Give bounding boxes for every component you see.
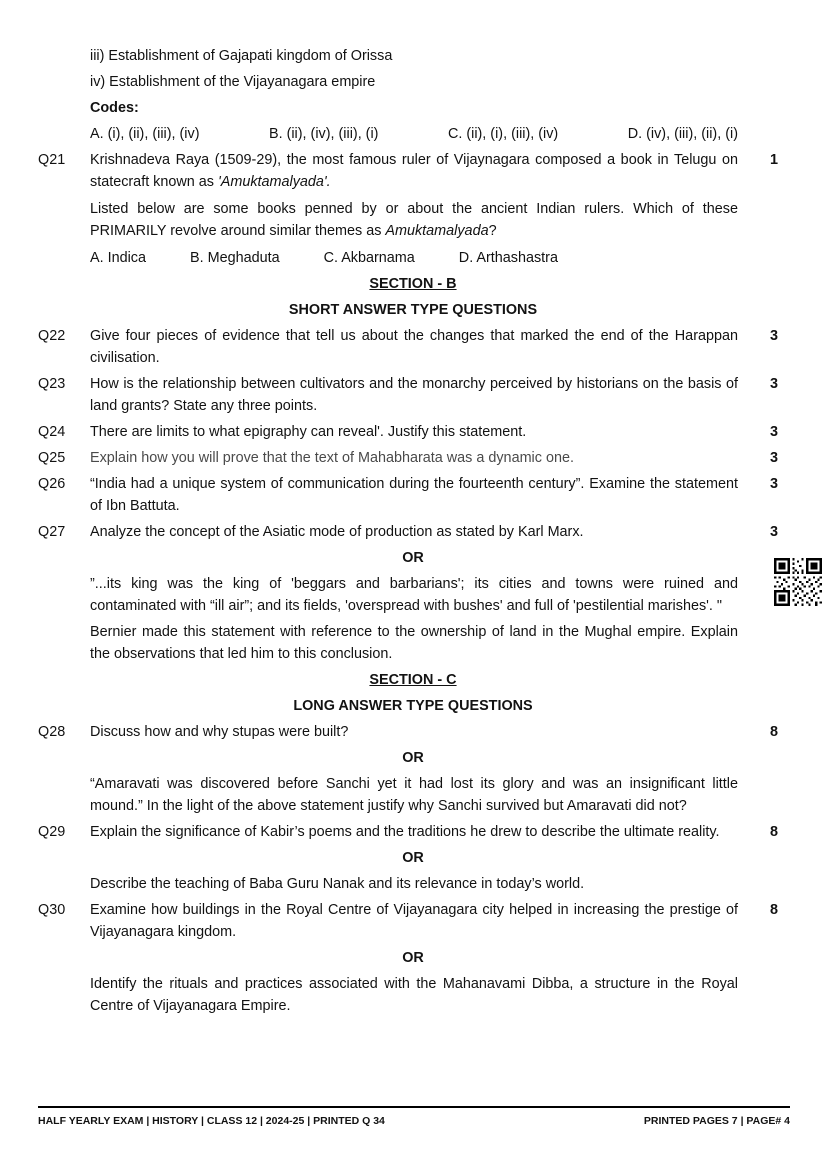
section-c-heading-row <box>38 669 788 691</box>
question-marks: 3 <box>769 476 778 492</box>
qr-code-icon <box>774 558 822 606</box>
qr-code <box>774 558 822 606</box>
list-item-iii-text: iii) Establishment of Gajapati kingdom of Orissa <box>90 48 393 64</box>
question-number: Q30 <box>38 902 66 918</box>
q27-alt-quote-row <box>38 573 788 617</box>
or-label: OR <box>402 850 424 866</box>
question-marks: 3 <box>769 524 778 540</box>
section-c-subtitle-row <box>38 695 788 717</box>
q21-book-title-2: Amuktamalyada <box>385 223 489 239</box>
q28-alternative-row <box>38 773 788 817</box>
q28-alternative: “Amaravati was discovered before Sanchi yet it had lost its glory and was an insignificant little mound.” In the light of the above statement justify why Sanchi survived but Amaravati did not? <box>90 776 738 814</box>
footer-exam-info: HALF YEARLY EXAM | HISTORY | CLASS 12 | 2024-25 | PRINTED Q 34 <box>38 1115 385 1127</box>
question-q23 <box>38 373 788 417</box>
question-q21 <box>38 149 788 269</box>
question-text: Give four pieces of evidence that tell us about the changes that marked the end of the Harappan civilisation. <box>90 328 738 366</box>
section-b-heading-row <box>38 273 788 295</box>
q29-alternative: Describe the teaching of Baba Guru Nanak and its relevance in today’s world. <box>90 876 585 892</box>
q27-or-row <box>38 547 788 569</box>
question-number: Q27 <box>38 524 66 540</box>
question-marks: 8 <box>769 724 778 740</box>
section-b-title: SECTION - B <box>369 276 457 292</box>
q29-or-row <box>38 847 788 869</box>
q21-option-c: C. Akbarnama <box>323 250 415 266</box>
q21-option-b: B. Meghaduta <box>190 250 280 266</box>
list-item <box>38 71 788 93</box>
question-marks: 1 <box>769 152 778 168</box>
question-number: Q28 <box>38 724 66 740</box>
question-marks: 3 <box>769 376 778 392</box>
question-marks: 3 <box>769 450 778 466</box>
q28-or-row <box>38 747 788 769</box>
section-c-title: SECTION - C <box>369 672 457 688</box>
question-number: Q21 <box>38 152 66 168</box>
q30-or-row <box>38 947 788 969</box>
question-text: Discuss how and why stupas were built? <box>90 724 349 740</box>
q29-alternative-row <box>38 873 788 895</box>
question-marks: 8 <box>769 902 778 918</box>
question-q27 <box>38 521 788 543</box>
q21-options <box>90 247 738 269</box>
question-text: Explain the significance of Kabir’s poems and the traditions he drew to describe the ultimate reality. <box>90 824 720 840</box>
or-label: OR <box>402 550 424 566</box>
section-b-subtitle-row <box>38 299 788 321</box>
q30-alternative-row <box>38 973 788 1017</box>
code-option-c: C. (ii), (i), (iii), (iv) <box>447 126 559 142</box>
section-c-subtitle: LONG ANSWER TYPE QUESTIONS <box>293 698 533 714</box>
question-number: Q29 <box>38 824 66 840</box>
question-number: Q25 <box>38 450 66 466</box>
question-text: Explain how you will prove that the text of Mahabharata was a dynamic one. <box>90 450 574 466</box>
codes-label: Codes: <box>90 100 139 116</box>
question-text: How is the relationship between cultivators and the monarchy perceived by historians on the basis of land grants? State any three points. <box>90 376 738 414</box>
q21-para2 <box>90 198 738 242</box>
q21-book-title: 'Amuktamalyada'. <box>217 174 331 190</box>
question-number: Q23 <box>38 376 66 392</box>
q30-alternative: Identify the rituals and practices associated with the Mahanavami Dibba, a structure in the Royal Centre of Vijayanagara Empire. <box>90 976 738 1014</box>
q27-alt-quote: ”...its king was the king of 'beggars and barbarians'; its cities and towns were ruined and contaminated with “ill air”; and its fields, 'overspread with bushes' and full of 'pestilential marishes'. " <box>90 576 738 614</box>
q21-para2-end: ? <box>488 223 497 239</box>
q21-option-a: A. Indica <box>90 250 146 266</box>
question-text: There are limits to what epigraphy can reveal'. Justify this statement. <box>90 424 527 440</box>
question-marks: 8 <box>769 824 778 840</box>
or-label: OR <box>402 950 424 966</box>
codes-options-row <box>38 123 788 145</box>
question-body <box>90 149 760 269</box>
q27-alt-explanation-row <box>38 621 788 665</box>
q21-para1 <box>90 149 738 193</box>
section-b-subtitle: SHORT ANSWER TYPE QUESTIONS <box>288 302 538 318</box>
question-q28 <box>38 721 788 743</box>
question-q24 <box>38 421 788 443</box>
q21-para1-text: Krishnadeva Raya (1509-29), the most famous ruler of Vijaynagara composed a book in Telugu on statecraft known as <box>90 152 738 190</box>
codes-options <box>90 123 760 145</box>
list-item <box>38 45 788 67</box>
code-option-d: D. (iv), (iii), (ii), (i) <box>627 126 738 142</box>
question-marks: 3 <box>769 328 778 344</box>
code-option-b: B. (ii), (iv), (iii), (i) <box>268 126 379 142</box>
codes-label-row <box>38 97 788 119</box>
question-text: Analyze the concept of the Asiatic mode of production as stated by Karl Marx. <box>90 524 584 540</box>
question-text: “India had a unique system of communication during the fourteenth century”. Examine the statement of Ibn Battuta. <box>90 476 738 514</box>
question-number: Q26 <box>38 476 66 492</box>
question-q22 <box>38 325 788 369</box>
list-item-iv-text: iv) Establishment of the Vijayanagara empire <box>90 74 376 90</box>
code-option-a: A. (i), (ii), (iii), (iv) <box>90 126 200 142</box>
question-q30 <box>38 899 788 943</box>
question-marks: 3 <box>769 424 778 440</box>
q21-para2-text: Listed below are some books penned by or about the ancient Indian rulers. Which of these PRIMARILY revolve around similar themes as <box>90 201 738 239</box>
question-q29 <box>38 821 788 843</box>
or-label: OR <box>402 750 424 766</box>
q27-alt-explanation: Bernier made this statement with reference to the ownership of land in the Mughal empire. Explain the observations that led him to this conclusion. <box>90 624 738 662</box>
question-number: Q22 <box>38 328 66 344</box>
question-q25 <box>38 447 788 469</box>
question-number: Q24 <box>38 424 66 440</box>
footer-page-info: PRINTED PAGES 7 | PAGE# 4 <box>643 1115 790 1127</box>
page-footer <box>38 1106 790 1128</box>
question-text: Examine how buildings in the Royal Centre of Vijayanagara city helped in increasing the prestige of Vijayanagara kingdom. <box>90 902 738 940</box>
q21-option-d: D. Arthashastra <box>458 250 558 266</box>
question-q26 <box>38 473 788 517</box>
